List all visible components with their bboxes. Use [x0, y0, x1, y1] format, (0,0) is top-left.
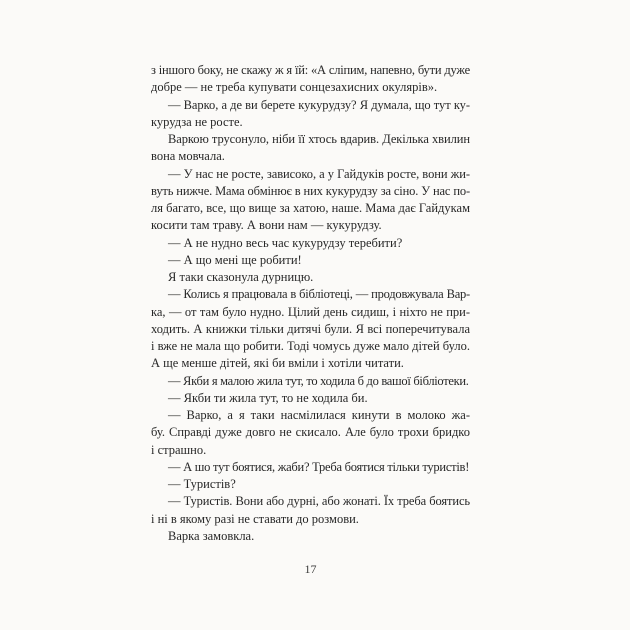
text-line: А ще менше дітей, які би вміли і хотіли читати.	[151, 356, 404, 371]
text-line: — Туристів. Вони або дурні, або жонаті. Їх треба боятись	[168, 494, 470, 509]
paragraph	[151, 476, 470, 493]
text-line: Варкою трусонуло, ніби її хтось вдарив. Декілька хвилин	[168, 132, 470, 146]
text-line: Варка замовкла.	[168, 528, 255, 543]
text-line: Я таки сказонула дурницю.	[168, 270, 314, 284]
paragraph	[151, 166, 470, 235]
text-line: і страшно.	[151, 442, 207, 457]
text-line: — Варко, а де ви берете кукурудзу? Я думала, що тут ку-	[168, 97, 470, 112]
paragraph	[151, 373, 470, 390]
text-line: — Якби я малою жила тут, то ходила б до вашої бібліотеки.	[168, 373, 469, 388]
text-line: і вже не мала що робити. Тоді чомусь дуже мало дітей було.	[151, 339, 470, 353]
text-line: — А шо тут боятися, жаби? Треба боятися тільки туристів!	[168, 459, 470, 474]
text-line: добре — не треба купувати сонцезахисних окулярів».	[151, 80, 438, 95]
text-line: і ні в якому разі не ставати до розмови.	[151, 511, 359, 526]
text-line: ля багато, все, що вище за хатою, наше. Мама дає Гайдукам	[151, 201, 470, 215]
text-line: — Колись я працювала в бібліотеці, — продовжувала Вар-	[168, 287, 470, 302]
text-line: вона мовчала.	[151, 149, 225, 164]
text-line: — Туристів?	[168, 477, 236, 491]
text-line: — У нас не росте, зависоко, а у Гайдуків росте, вони жи-	[168, 166, 470, 181]
page-text-block	[151, 62, 470, 545]
text-line: ходить. А книжки тільки дитячі були. Я всі поперечитувала	[151, 321, 470, 336]
paragraph	[151, 62, 470, 97]
paragraph	[151, 528, 470, 545]
text-line: — А що мені ще робити!	[168, 252, 302, 267]
paragraph	[151, 459, 470, 476]
text-line: бу. Справді дуже довго не скисало. Але було трохи бридко	[151, 425, 470, 440]
paragraph	[151, 407, 470, 459]
text-line: вуть нижче. Мама обмінює в них кукурудзу за сіно. У нас по-	[151, 183, 470, 198]
text-line: косити там траву. А вони нам — кукурудзу.	[151, 218, 382, 233]
paragraph	[151, 97, 470, 132]
paragraph	[151, 235, 470, 252]
text-line: ка, — от там було нудно. Цілий день сидиш, і ніхто не при-	[151, 304, 470, 319]
page-number: 17	[304, 562, 317, 576]
paragraph	[151, 286, 470, 372]
paragraph	[151, 493, 470, 528]
text-line: з іншого боку, не скажу ж я їй: «А сліпим, напевно, бути дуже	[151, 63, 470, 77]
paragraph	[151, 252, 470, 269]
text-line: — А не нудно весь час кукурудзу теребити?	[168, 235, 403, 250]
text-line: — Варко, а я таки насмілилася кинути в молоко жа-	[168, 408, 470, 422]
paragraph	[151, 269, 470, 286]
paragraph	[151, 390, 470, 407]
paragraph	[151, 131, 470, 166]
text-line: курудза не росте.	[151, 114, 243, 129]
text-line: — Якби ти жила тут, то не ходила би.	[168, 390, 368, 405]
